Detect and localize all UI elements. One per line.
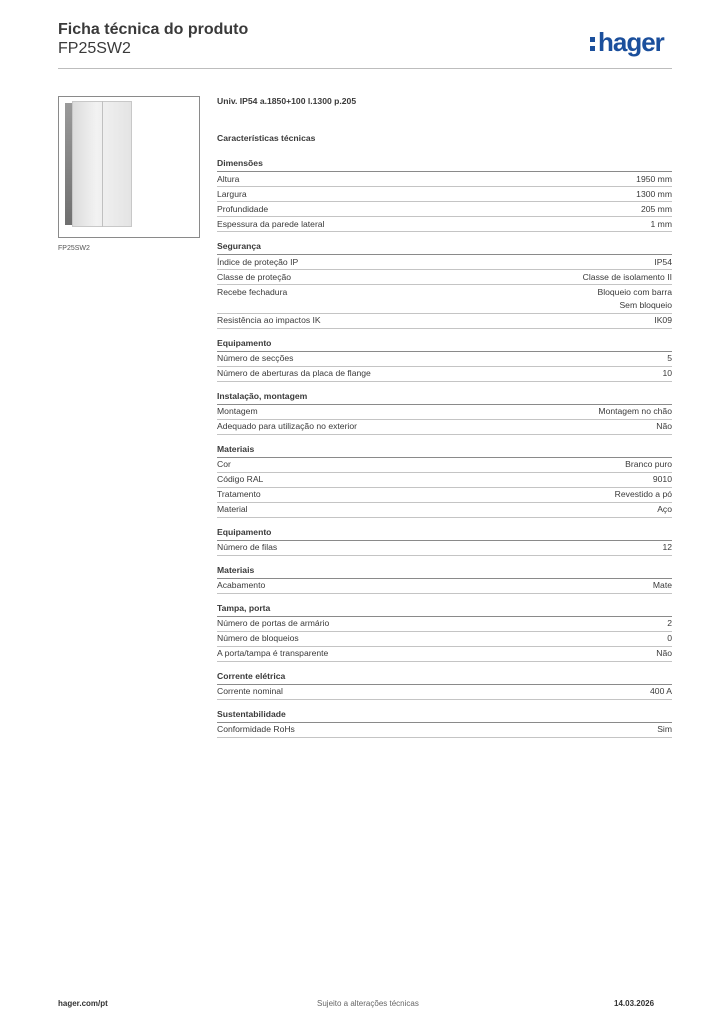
product-description: Univ. IP54 a.1850+100 l.1300 p.205: [217, 96, 357, 106]
spec-label: Número de bloqueios: [217, 633, 299, 643]
spec-label: Cor: [217, 459, 231, 469]
spec-value: Montagem no chão: [598, 406, 672, 416]
hager-logo: [590, 27, 664, 57]
spec-label: A porta/tampa é transparente: [217, 648, 329, 658]
spec-row: [217, 255, 672, 270]
spec-group: [217, 527, 672, 556]
spec-group-title: Equipamento: [217, 338, 672, 352]
spec-row: [217, 632, 672, 647]
spec-group: [217, 444, 672, 518]
spec-value: Branco puro: [625, 459, 672, 469]
spec-label: Número de aberturas da placa de flange: [217, 368, 371, 378]
spec-label: Montagem: [217, 406, 258, 416]
spec-row: [217, 202, 672, 217]
spec-value: 12: [662, 542, 672, 552]
spec-row: [217, 579, 672, 594]
spec-value: 2: [667, 618, 672, 628]
spec-group-title: Materiais: [217, 565, 672, 579]
spec-label: Profundidade: [217, 203, 269, 214]
spec-group: [217, 391, 672, 435]
spec-label: Largura: [217, 188, 247, 199]
spec-groups: [217, 158, 672, 738]
spec-row: [217, 473, 672, 488]
spec-group: [217, 338, 672, 382]
spec-label: Material: [217, 504, 248, 514]
spec-group: [217, 671, 672, 700]
logo-text: hager: [598, 27, 664, 57]
spec-value: Bloqueio com barra Sem bloqueio: [597, 286, 672, 310]
spec-label: Resistência ao impactos IK: [217, 315, 321, 325]
footer-notice: Sujeito a alterações técnicas: [317, 999, 419, 1008]
spec-label: Corrente nominal: [217, 686, 283, 696]
spec-group: [217, 709, 672, 738]
product-image: [58, 96, 200, 238]
spec-group-title: Dimensões: [217, 158, 672, 172]
spec-value: Revestido a pó: [614, 489, 672, 499]
spec-group-title: Instalação, montagem: [217, 391, 672, 405]
spec-row: [217, 187, 672, 202]
spec-group: [217, 603, 672, 662]
spec-group: [217, 158, 672, 232]
spec-value: 400 A: [650, 686, 672, 696]
spec-row: [217, 503, 672, 518]
spec-row: [217, 314, 672, 329]
spec-group: [217, 241, 672, 329]
product-code: FP25SW2: [58, 40, 131, 57]
spec-value: 205 mm: [640, 203, 672, 214]
spec-row: [217, 541, 672, 556]
image-caption: FP25SW2: [58, 245, 90, 252]
header-divider: [58, 68, 672, 69]
spec-value: Não: [656, 648, 672, 658]
spec-row: [217, 367, 672, 382]
spec-row: [217, 217, 672, 232]
spec-row: [217, 488, 672, 503]
spec-value: 0: [667, 633, 672, 643]
page-title: Ficha técnica do produto: [58, 21, 249, 38]
spec-row: [217, 647, 672, 662]
spec-content: [217, 96, 672, 747]
spec-group-title: Materiais: [217, 444, 672, 458]
spec-row: [217, 458, 672, 473]
spec-label: Adequado para utilização no exterior: [217, 421, 357, 431]
spec-label: Altura: [217, 173, 240, 184]
spec-value: Mate: [652, 580, 672, 590]
cabinet-illustration: [65, 101, 129, 227]
spec-label: Índice de proteção IP: [217, 256, 299, 267]
spec-row: [217, 285, 672, 314]
spec-label: Acabamento: [217, 580, 266, 590]
spec-label: Tratamento: [217, 489, 261, 499]
spec-label: Classe de proteção: [217, 271, 292, 282]
spec-row: [217, 685, 672, 700]
spec-value: 10: [662, 368, 672, 378]
spec-value: Classe de isolamento II: [582, 271, 672, 282]
spec-row: [217, 723, 672, 738]
spec-value: Aço: [657, 504, 672, 514]
spec-value: 1300 mm: [636, 188, 672, 199]
spec-value: 1 mm: [650, 218, 672, 229]
spec-label: Código RAL: [217, 474, 264, 484]
spec-label: Número de secções: [217, 353, 294, 363]
spec-group-title: Tampa, porta: [217, 603, 672, 617]
spec-row: [217, 617, 672, 632]
spec-value: 1950 mm: [636, 173, 672, 184]
spec-label: Recebe fechadura: [217, 286, 288, 297]
spec-row: [217, 405, 672, 420]
spec-group-title: Segurança: [217, 241, 672, 255]
spec-label: Conformidade RoHs: [217, 724, 295, 734]
spec-label: Número de filas: [217, 542, 278, 552]
tech-characteristics-title: Características técnicas: [217, 133, 316, 143]
spec-value: IP54: [654, 256, 672, 267]
logo-dots-icon: [590, 36, 596, 52]
spec-value: IK09: [654, 315, 672, 325]
spec-group: [217, 565, 672, 594]
spec-value: 9010: [652, 474, 672, 484]
spec-group-title: Sustentabilidade: [217, 709, 672, 723]
footer-date: 14.03.2026: [614, 999, 655, 1008]
spec-row: [217, 420, 672, 435]
spec-label: Número de portas de armário: [217, 618, 330, 628]
spec-value: Não: [656, 421, 672, 431]
spec-row: [217, 172, 672, 187]
footer-website: hager.com/pt: [58, 999, 108, 1008]
spec-group-title: Equipamento: [217, 527, 672, 541]
spec-value: 5: [667, 353, 672, 363]
spec-label: Espessura da parede lateral: [217, 218, 325, 229]
spec-row: [217, 352, 672, 367]
spec-value: Sim: [657, 724, 672, 734]
spec-group-title: Corrente elétrica: [217, 671, 672, 685]
spec-row: [217, 270, 672, 285]
